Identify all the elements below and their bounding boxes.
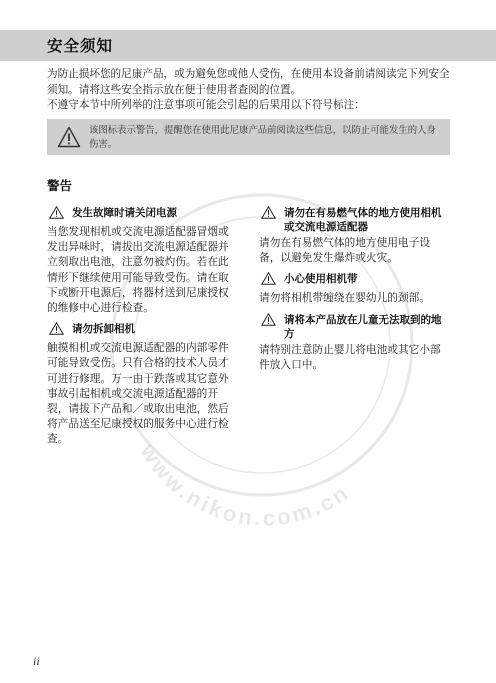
- notice-box: [47, 119, 450, 155]
- intro-text: [47, 67, 452, 114]
- warning-title: 请勿拆卸相机: [72, 323, 135, 336]
- warnings-column-right: [259, 206, 449, 379]
- warning-body: 触摸相机或交流电源适配器的内部零件可能导致受伤。只有合格的技术人员才可进行修理。万一由于跌落或其它意外事故引起相机或交流电源适配器的开裂，请拔下产品和／或取出电池，然后将产品送至尼康授权的服务中心进行检查。: [47, 341, 229, 446]
- intro-paragraph-2: 不遵守本节中所列举的注意事项可能会引起的后果用以下符号标注：: [47, 99, 365, 111]
- warning-body: 请勿在有易燃气体的地方使用电子设备，以避免发生爆炸或火灾。: [259, 236, 431, 265]
- watermark-text: www.nikon.com.cn: [135, 439, 355, 531]
- warning-body: 请特别注意防止婴儿将电池或其它小部件放入口中。: [259, 342, 441, 371]
- warning-item: [47, 206, 237, 315]
- warning-item: [47, 322, 237, 446]
- warning-triangle-icon: [261, 272, 276, 289]
- section-heading-warning: 警告: [47, 178, 73, 193]
- warning-item: [259, 313, 449, 372]
- page-title: 安全须知: [47, 37, 114, 55]
- page-number: ii: [33, 654, 40, 668]
- intro-paragraph-1: 为防止损坏您的尼康产品，或为避免您或他人受伤，在使用本设备前请阅读完下列安全须知。请将这些安全指示放在便于使用者查阅的位置。: [47, 68, 450, 96]
- warning-item: [259, 206, 449, 265]
- warning-triangle-icon: [49, 322, 64, 339]
- warning-title: 请将本产品放在儿童无法取到的地方: [284, 313, 442, 340]
- warning-triangle-icon: [261, 206, 276, 223]
- notice-text: 该图标表示警告，提醒您在使用此尼康产品前阅读这些信息，以防止可能发生的人身伤害。: [89, 125, 436, 150]
- warning-title: 发生故障时请关闭电源: [72, 207, 177, 219]
- warning-item: [259, 272, 449, 305]
- warning-title: 小心使用相机带: [284, 273, 358, 286]
- warning-body: 当您发现相机或交流电源适配器冒烟或发出异味时，请拔出交流电源适配器并立刻取出电池，注意勿被灼伤。若在此情形下继续使用可能导致受伤。请在取下或断开电源后，将器材送到尼康授权的维修中心进行检查。: [47, 225, 229, 315]
- warning-triangle-icon: [261, 313, 276, 330]
- warnings-column-left: [47, 206, 237, 454]
- warning-title: 请勿在有易燃气体的地方使用相机或交流电源适配器: [284, 207, 442, 233]
- warning-triangle-icon: [49, 206, 64, 223]
- warning-body: 请勿将相机带缠绕在婴幼儿的颈部。: [259, 291, 431, 305]
- warning-triangle-icon: [57, 126, 81, 152]
